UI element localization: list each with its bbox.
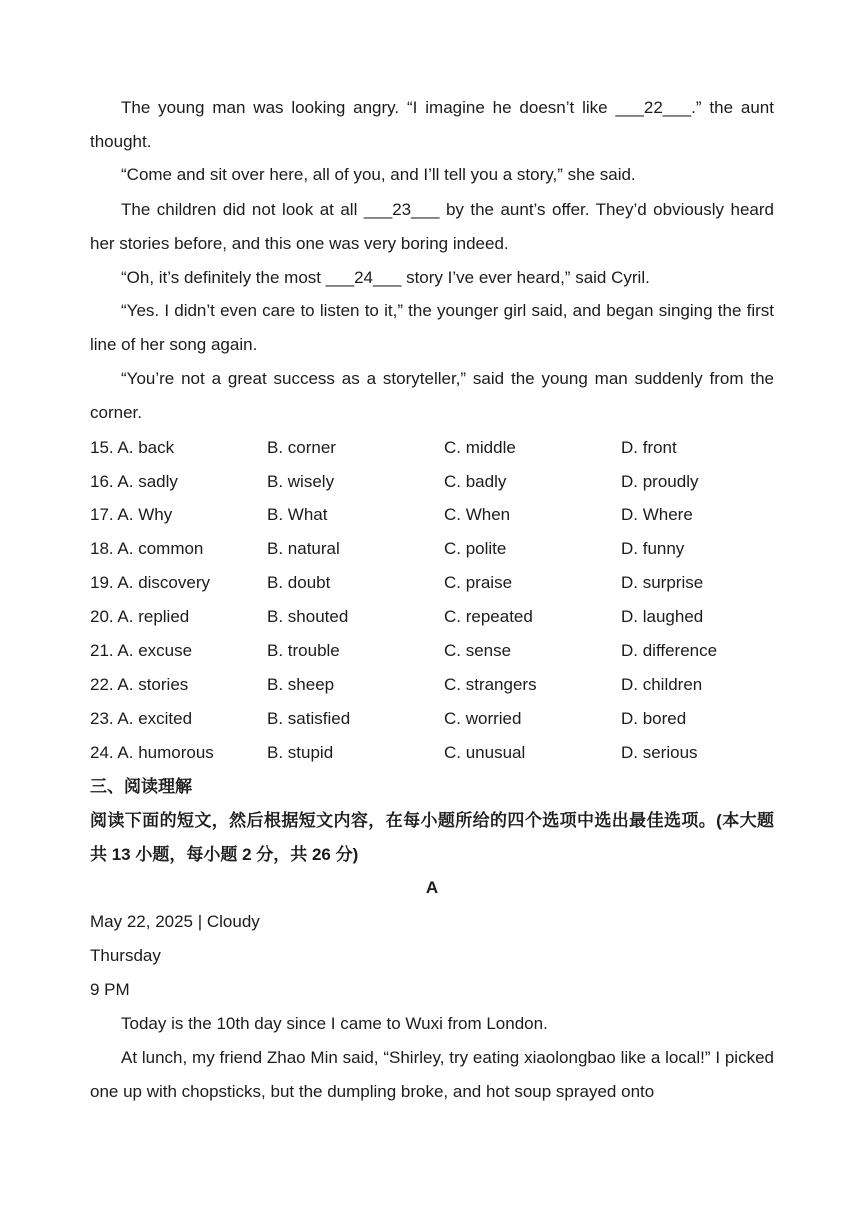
option-c: C. strangers — [444, 675, 537, 694]
option-row — [90, 436, 774, 460]
option-b: B. stupid — [267, 743, 334, 762]
option-a: 19. A. discovery — [90, 573, 211, 592]
option-d: D. surprise — [621, 573, 704, 592]
diary-paragraph-2: At lunch, my friend Zhao Min said, “Shirley, try eating xiaolongbao like a local!” I picked one up with chopsticks, but the dumpling broke, and hot soup sprayed onto — [90, 1048, 774, 1101]
option-row — [90, 707, 774, 731]
option-d: D. proudly — [621, 472, 699, 491]
diary-weekday: Thursday — [90, 946, 161, 965]
option-a: 22. A. stories — [90, 675, 189, 694]
option-c: C. middle — [444, 438, 516, 457]
option-b: B. doubt — [267, 573, 331, 592]
option-a: 16. A. sadly — [90, 472, 178, 491]
option-a: 15. A. back — [90, 438, 175, 457]
option-b: B. trouble — [267, 641, 340, 660]
option-a: 17. A. Why — [90, 505, 173, 524]
option-row — [90, 571, 774, 595]
story-paragraph-3: The children did not look at all ___23___ by the aunt’s offer. They’d obviously heard her stories before, and this one was very boring indeed. — [90, 200, 774, 253]
option-b: B. natural — [267, 539, 340, 558]
option-row — [90, 605, 774, 629]
diary-time: 9 PM — [90, 980, 130, 999]
option-d: D. difference — [621, 641, 718, 660]
option-b: B. shouted — [267, 607, 349, 626]
section-instructions: 阅读下面的短文，然后根据短文内容，在每小题所给的四个选项中选出最佳选项。(本大题共 13 小题，每小题 2 分，共 26 分) — [90, 811, 774, 864]
option-d: D. laughed — [621, 607, 704, 626]
option-row — [90, 503, 774, 527]
option-b: B. What — [267, 505, 328, 524]
diary-paragraph-1: Today is the 10th day since I came to Wuxi from London. — [121, 1014, 548, 1033]
diary-date-weather: May 22, 2025 | Cloudy — [90, 912, 260, 931]
option-row — [90, 673, 774, 697]
option-a: 20. A. replied — [90, 607, 190, 626]
option-c: C. sense — [444, 641, 512, 660]
option-row — [90, 537, 774, 561]
option-d: D. bored — [621, 709, 687, 728]
option-row — [90, 741, 774, 765]
story-paragraph-2: “Come and sit over here, all of you, and I’ll tell you a story,” she said. — [121, 165, 636, 184]
option-d: D. serious — [621, 743, 698, 762]
passage-label: A — [425, 878, 439, 897]
option-d: D. front — [621, 438, 677, 457]
section-heading: 三、阅读理解 — [90, 777, 192, 796]
option-d: D. Where — [621, 505, 693, 524]
option-c: C. When — [444, 505, 511, 524]
option-b: B. corner — [267, 438, 336, 457]
option-a: 18. A. common — [90, 539, 204, 558]
option-b: B. wisely — [267, 472, 335, 491]
option-c: C. badly — [444, 472, 507, 491]
option-b: B. satisfied — [267, 709, 351, 728]
option-c: C. repeated — [444, 607, 533, 626]
story-paragraph-6: “You’re not a great success as a storyteller,” said the young man suddenly from the corner. — [90, 369, 774, 422]
option-c: C. unusual — [444, 743, 526, 762]
option-a: 23. A. excited — [90, 709, 193, 728]
option-a: 21. A. excuse — [90, 641, 193, 660]
option-c: C. polite — [444, 539, 507, 558]
option-c: C. worried — [444, 709, 522, 728]
option-b: B. sheep — [267, 675, 335, 694]
story-paragraph-4: “Oh, it’s definitely the most ___24___ story I’ve ever heard,” said Cyril. — [121, 268, 650, 287]
option-d: D. funny — [621, 539, 685, 558]
story-paragraph-5: “Yes. I didn’t even care to listen to it,” the younger girl said, and began singing the first line of her song again. — [90, 301, 774, 354]
option-row — [90, 470, 774, 494]
option-a: 24. A. humorous — [90, 743, 214, 762]
option-c: C. praise — [444, 573, 513, 592]
story-paragraph-1: The young man was looking angry. “I imagine he doesn’t like ___22___.” the aunt thought. — [90, 98, 774, 151]
option-row — [90, 639, 774, 663]
option-d: D. children — [621, 675, 703, 694]
